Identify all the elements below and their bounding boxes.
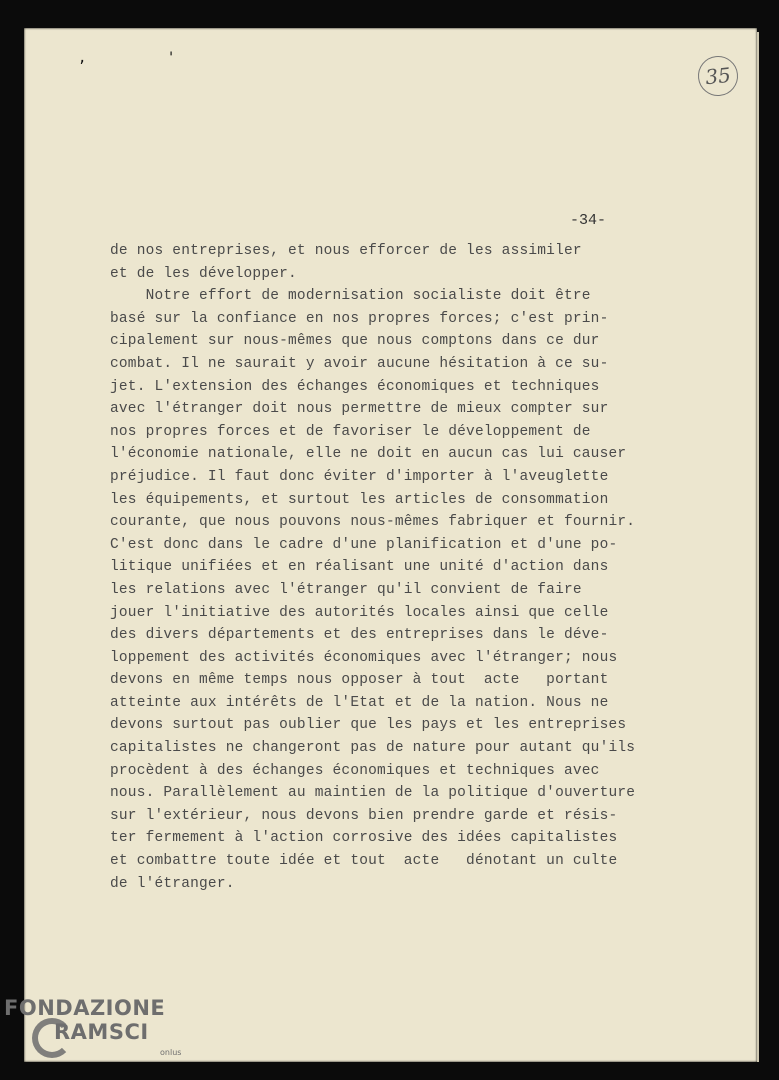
text-line: cipalement sur nous-mêmes que nous comptons dans ce dur — [110, 333, 600, 350]
text-line: devons surtout pas oublier que les pays et les entreprises — [110, 717, 627, 734]
text-line: de nos entreprises, et nous efforcer de les assimiler — [110, 243, 582, 259]
text-line: de l'étranger. — [110, 875, 235, 892]
text-line: ter fermement à l'action corrosive des idées capitalistes — [110, 830, 618, 847]
page-number: -34- — [570, 212, 607, 229]
logo-line-1: FONDAZIONE — [4, 996, 166, 1020]
text-line: devons en même temps nous opposer à tout acte portant — [110, 672, 609, 689]
typewritten-body — [110, 240, 670, 895]
text-line: Notre effort de modernisation socialiste doit être — [110, 288, 591, 305]
text-line: capitalistes ne changeront pas de nature pour autant qu'ils — [110, 740, 636, 757]
text-line: basé sur la confiance en nos propres forces; c'est prin- — [110, 310, 609, 327]
text-line: préjudice. Il faut donc éviter d'importer à l'aveuglette — [110, 468, 609, 485]
text-line: loppement des activités économiques avec l'étranger; nous — [110, 649, 618, 666]
text-line: litique unifiées et en réalisant une unité d'action dans — [110, 559, 609, 576]
text-line: l'économie nationale, elle ne doit en aucun cas lui causer — [110, 446, 627, 463]
text-line: et de les développer. — [110, 265, 297, 282]
text-line: les relations avec l'étranger qu'il convient de faire — [110, 581, 582, 598]
logo-line-2: RAMSCI — [54, 1020, 149, 1044]
text-line: les équipements, et surtout les articles de consommation — [110, 491, 609, 508]
text-line: atteinte aux intérêts de l'Etat et de la nation. Nous ne — [110, 694, 609, 711]
archive-number-stamp: 35 — [696, 54, 740, 98]
text-line: nos propres forces et de favoriser le développement de — [110, 423, 591, 440]
text-line: des divers départements et des entreprises dans le déve- — [110, 627, 609, 644]
corner-marks: , ' — [78, 50, 212, 66]
text-line: jet. L'extension des échanges économiques et techniques — [110, 378, 600, 395]
text-line: procèdent à des échanges économiques et techniques avec — [110, 762, 600, 779]
text-line: sur l'extérieur, nous devons bien prendre garde et résis- — [110, 807, 618, 824]
text-line: et combattre toute idée et tout acte dénotant un culte — [110, 853, 618, 870]
text-line: combat. Il ne saurait y avoir aucune hésitation à ce su- — [110, 355, 609, 372]
fondazione-gramsci-logo — [4, 996, 194, 1076]
text-line: courante, que nous pouvons nous-mêmes fabriquer et fournir. — [110, 514, 636, 531]
logo-sub: onlus — [160, 1048, 182, 1057]
text-line: C'est donc dans le cadre d'une planification et d'une po- — [110, 536, 618, 553]
text-line: avec l'étranger doit nous permettre de mieux compter sur — [110, 401, 609, 418]
text-line: jouer l'initiative des autorités locales ainsi que celle — [110, 604, 609, 621]
text-line: nous. Parallèlement au maintien de la politique d'ouverture — [110, 785, 636, 802]
